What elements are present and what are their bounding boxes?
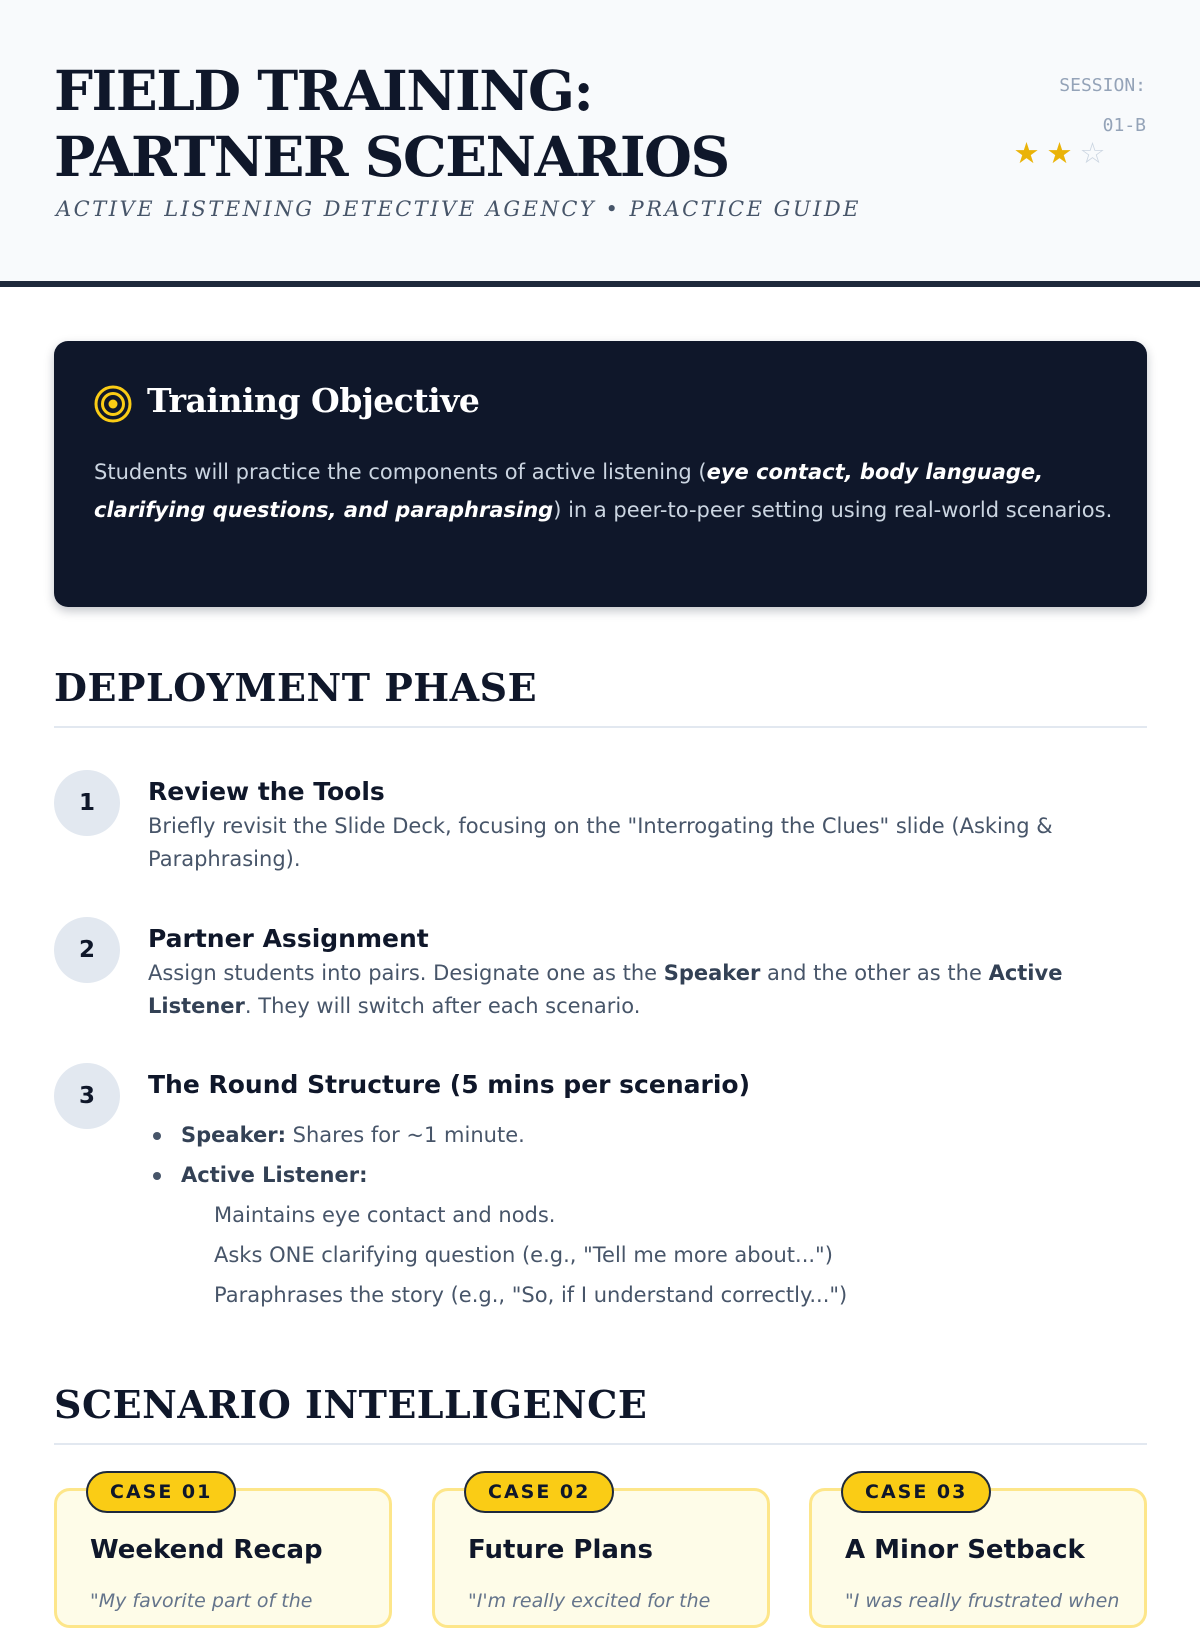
step-description: Briefly revisit the Slide Deck, focusing on the "Interrogating the Clues" slide (Asking & Paraphrasing). — [148, 814, 1053, 871]
listener-role: Active Listener — [148, 961, 1063, 1018]
page-title: FIELD TRAINING: PARTNER SCENARIOS — [54, 58, 729, 189]
page-subtitle: ACTIVE LISTENING DETECTIVE AGENCY • PRACTICE GUIDE — [56, 197, 862, 221]
objective-text-start: Students will practice the components of active listening ( — [94, 460, 707, 484]
case-badge: CASE 02 — [464, 1471, 614, 1513]
case-badge: CASE 01 — [86, 1471, 236, 1513]
target-icon — [94, 385, 132, 423]
star-filled-icon: ★ — [1013, 136, 1040, 170]
case-quote: "My favorite part of the — [90, 1590, 313, 1612]
step-text: and the other as the — [760, 961, 989, 985]
page-header — [0, 0, 1200, 287]
case-title: A Minor Setback — [845, 1535, 1085, 1565]
list-item: Asks ONE clarifying question (e.g., "Tell me more about...") — [214, 1243, 833, 1267]
case-card — [432, 1481, 770, 1628]
round-roles-list — [148, 1115, 1128, 1195]
training-objective-card — [54, 341, 1147, 607]
listener-tasks-list — [148, 1195, 1128, 1315]
session-label: SESSION: — [1059, 75, 1146, 96]
speaker-label: Speaker: — [181, 1123, 286, 1147]
step-text: Assign students into pairs. Designate one as the — [148, 961, 664, 985]
session-info — [986, 66, 1146, 146]
list-item: Paraphrases the story (e.g., "So, if I understand correctly...") — [214, 1283, 848, 1307]
list-item — [148, 1155, 1128, 1195]
case-title: Weekend Recap — [90, 1535, 323, 1565]
case-badge: CASE 03 — [841, 1471, 991, 1513]
case-quote: "I was really frustrated when — [845, 1590, 1120, 1612]
speaker-text: Shares for ~1 minute. — [285, 1123, 525, 1147]
step-number: 2 — [54, 917, 120, 983]
speaker-role: Speaker — [663, 961, 761, 985]
star-empty-icon: ☆ — [1079, 136, 1106, 170]
list-item: Maintains eye contact and nods. — [214, 1203, 556, 1227]
objective-title: Training Objective — [147, 381, 480, 420]
list-item — [148, 1115, 1128, 1155]
step-title: Review the Tools — [148, 777, 385, 806]
case-card — [54, 1481, 392, 1628]
objective-text — [94, 453, 1114, 529]
deployment-heading: DEPLOYMENT PHASE — [54, 665, 1147, 728]
objective-text-end: ) in a peer-to-peer setting using real-world scenarios. — [553, 498, 1113, 522]
step-title: Partner Assignment — [148, 924, 429, 953]
case-title: Future Plans — [468, 1535, 653, 1565]
case-card — [809, 1481, 1147, 1628]
step-title: The Round Structure (5 mins per scenario) — [148, 1070, 751, 1099]
session-id: 01-B — [1102, 115, 1146, 136]
difficulty-rating — [1010, 136, 1109, 170]
listener-label: Active Listener: — [181, 1163, 368, 1187]
step-description — [148, 957, 1128, 1023]
star-filled-icon: ★ — [1046, 136, 1073, 170]
scenario-heading: SCENARIO INTELLIGENCE — [54, 1382, 1147, 1445]
step-text: . They will switch after each scenario. — [244, 994, 641, 1018]
objective-components: eye contact, body language, clarifying questions, and paraphrasing — [94, 460, 1044, 522]
step-number: 3 — [54, 1063, 120, 1129]
step-number: 1 — [54, 770, 120, 836]
case-quote: "I'm really excited for the — [468, 1590, 711, 1612]
